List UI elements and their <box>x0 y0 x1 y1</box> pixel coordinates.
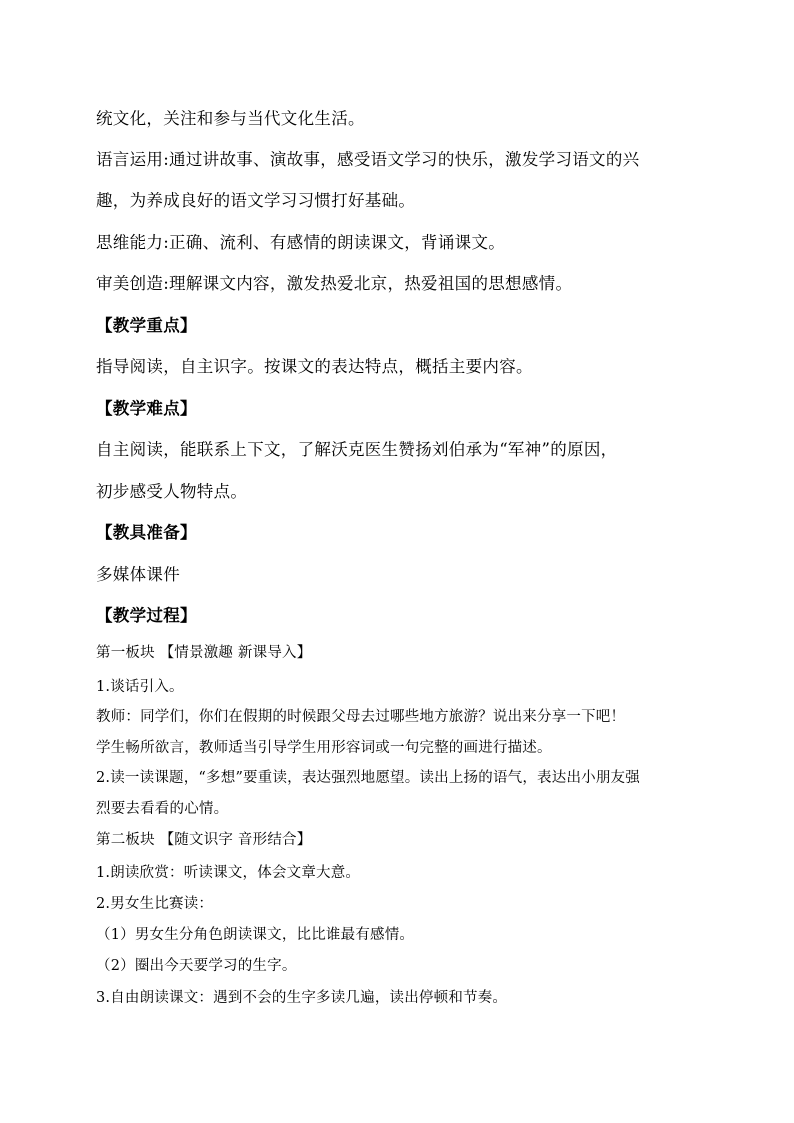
materials-heading: 【教具准备】 <box>96 523 197 542</box>
block2-item2: 2.男女生比赛读： <box>96 896 214 912</box>
block1-students-line: 学生畅所欲言，教师适当引导学生用形容词或一句完整的画进行描述。 <box>96 740 552 756</box>
difficulties-heading: 【教学难点】 <box>96 399 197 418</box>
materials-text: 多媒体课件 <box>96 565 180 584</box>
objective-language-continued: 趣，为养成良好的语文学习习惯打好基础。 <box>96 191 416 210</box>
block2-item1: 1.朗读欣赏：听读课文，体会文章大意。 <box>96 865 361 881</box>
objective-language-line: 语言运用:通过讲故事、演故事，感受语文学习的快乐，激发学习语文的兴 <box>96 150 640 169</box>
block2-title: 第二板块 【随文识字 音形结合】 <box>96 832 312 848</box>
difficulties-text-line2: 初步感受人物特点。 <box>96 482 248 501</box>
block1-item2-line1: 2.读一读课题，“多想”要重读，表达强烈地愿望。读出上扬的语气，表达出小朋友强 <box>96 770 640 786</box>
block1-item1: 1.谈话引入。 <box>96 679 184 695</box>
block1-teacher-line: 教师：同学们，你们在假期的时候跟父母去过哪些地方旅游？说出来分享一下吧！ <box>96 709 626 725</box>
block1-item2-line2: 烈要去看看的心情。 <box>96 801 229 817</box>
block1-title: 第一板块 【情景激趣 新课导入】 <box>96 645 312 661</box>
key-points-text: 指导阅读，自主识字。按课文的表达特点，概括主要内容。 <box>96 357 533 376</box>
process-heading: 【教学过程】 <box>96 606 197 625</box>
objective-aesthetics-line: 审美创造:理解课文内容，激发热爱北京，热爱祖国的思想感情。 <box>96 274 573 293</box>
block2-item3: 3.自由朗读课文：遇到不会的生字多读几遍，读出停顿和节奏。 <box>96 990 508 1006</box>
block2-subitem1: （1）男女生分角色朗读课文，比比谁最有感情。 <box>96 927 415 943</box>
key-points-heading: 【教学重点】 <box>96 316 197 335</box>
objective-thinking-line: 思维能力:正确、流利、有感情的朗读课文，背诵课文。 <box>96 233 506 252</box>
block2-subitem2: （2）圈出今天要学习的生字。 <box>96 958 297 974</box>
difficulties-text-line1: 自主阅读，能联系上下文，了解沃克医生赞扬刘伯承为“军神”的原因， <box>96 440 618 459</box>
objective-culture-line: 统文化，关注和参与当代文化生活。 <box>96 109 365 128</box>
